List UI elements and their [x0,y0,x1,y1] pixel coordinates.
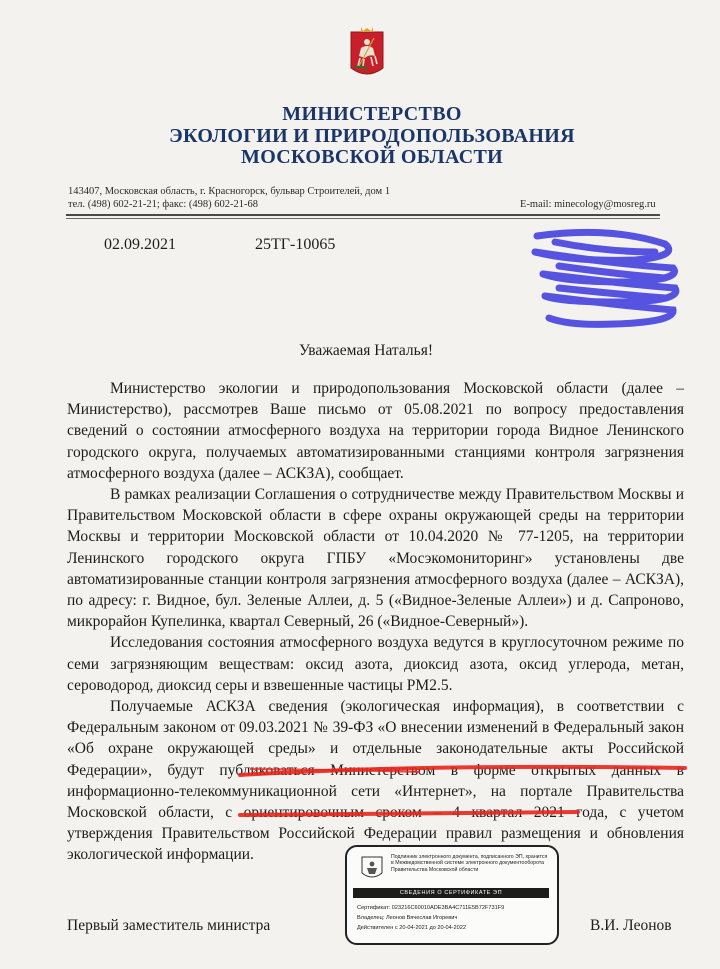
ministry-name-line-1: МИНИСТЕРСТВО [282,103,462,125]
paragraph-2: В рамках реализации Соглашения о сотрудничестве между Правительством Москвы и Правительством Московской области в сфере охраны окружающей среды на территории Москвы и территории Московской области от 10.04.2020 № 77-1205, на территории Ленинского городского округа ГПБУ «Мосэкомониторинг» установлены две автоматизированные станции контроля загрязнения атмосферного воздуха (далее – АСКЗА), по адресу: г. Видное, бул. Зеленые Аллеи, д. 5 («Видное-Зеленые Аллеи») и д. Сапроново, микрорайон Купелинка, квартал Северный, 26 («Видное-Северный»). [67,486,684,631]
certificate-owner: Владелец: Леонов Вячеслав Игоревич [357,915,458,921]
redaction-scribble [515,222,685,334]
stamp-notice: Подлинник электронного документа, подписанного ЭП, хранится в Межведомственной системе электронного документооборота Правительства Московской области [391,854,548,873]
letter-date: 02.09.2021 [104,236,176,253]
paragraph-4: Получаемые АСКЗА сведения (экологическая информация), в соответствии с Федеральным законом от 09.03.2021 № 39-ФЗ «О внесении изменений в Федеральный закон «Об охране окружающей среды» и отдельные законодательные акты Российской Федерации», будут публиковаться Министерством в форме открытых данных в информационно-телекоммуникационной сети «Интернет», на портале Правительства Московской области, с ориентировочным сроком – 4 квартал 2021 года, с учетом утверждения Правительством Российской Федерации правил размещения и обновления экологической информации. [67,698,684,864]
paragraph-3: Исследования состояния атмосферного воздуха ведутся в круглосуточном режиме по семи загрязняющим веществам: оксид азота, диоксид азота, оксид углерода, метан, сероводород, диоксид серы и взвешенные частицы РМ2.5. [67,634,684,694]
moscow-region-coat-of-arms-icon [349,24,385,82]
ministry-email: E-mail: minecology@mosreg.ru [520,199,656,210]
certificate-validity: Действителен с 20-04-2021 до 20-04-2022 [357,925,466,931]
signer-position: Первый заместитель министра [67,917,271,934]
salutation: Уважаемая Наталья! [298,342,434,359]
ministry-name-line-2: ЭКОЛОГИИ И ПРИРОДОПОЛЬЗОВАНИЯ [169,125,575,147]
signer-name: В.И. Леонов [590,917,672,934]
paragraph-1: Министерство экологии и природопользования Московской области (далее – Министерство), рассмотрев Ваше письмо от 05.08.2021 по вопросу предоставления сведений о состоянии атмосферного воздуха на территории города Видное Ленинского городского округа, получаемых автоматизированными станциями контроля загрязнения атмосферного воздуха (далее – АСКЗА), сообщает. [67,380,684,482]
certificate-number: Сертификат: 023216C60010ADE3BA4C711E5B72F731F9 [357,905,505,911]
ministry-phone-fax: тел. (498) 602-21-21; факс: (498) 602-21-68 [68,199,259,210]
header-divider-thin [66,218,660,219]
letter-reg-number: 25ТГ-10065 [255,236,336,253]
e-signature-stamp [345,845,559,945]
letter-body [67,378,684,866]
stamp-title: СВЕДЕНИЯ О СЕРТИФИКАТЕ ЭП [353,888,549,898]
ministry-name-line-3: МОСКОВСКОЙ ОБЛАСТИ [241,146,503,168]
header-divider [66,214,660,216]
coat-of-arms-icon [361,855,383,881]
ministry-address: 143407, Московская область, г. Красногорск, бульвар Строителей, дом 1 [68,186,391,197]
